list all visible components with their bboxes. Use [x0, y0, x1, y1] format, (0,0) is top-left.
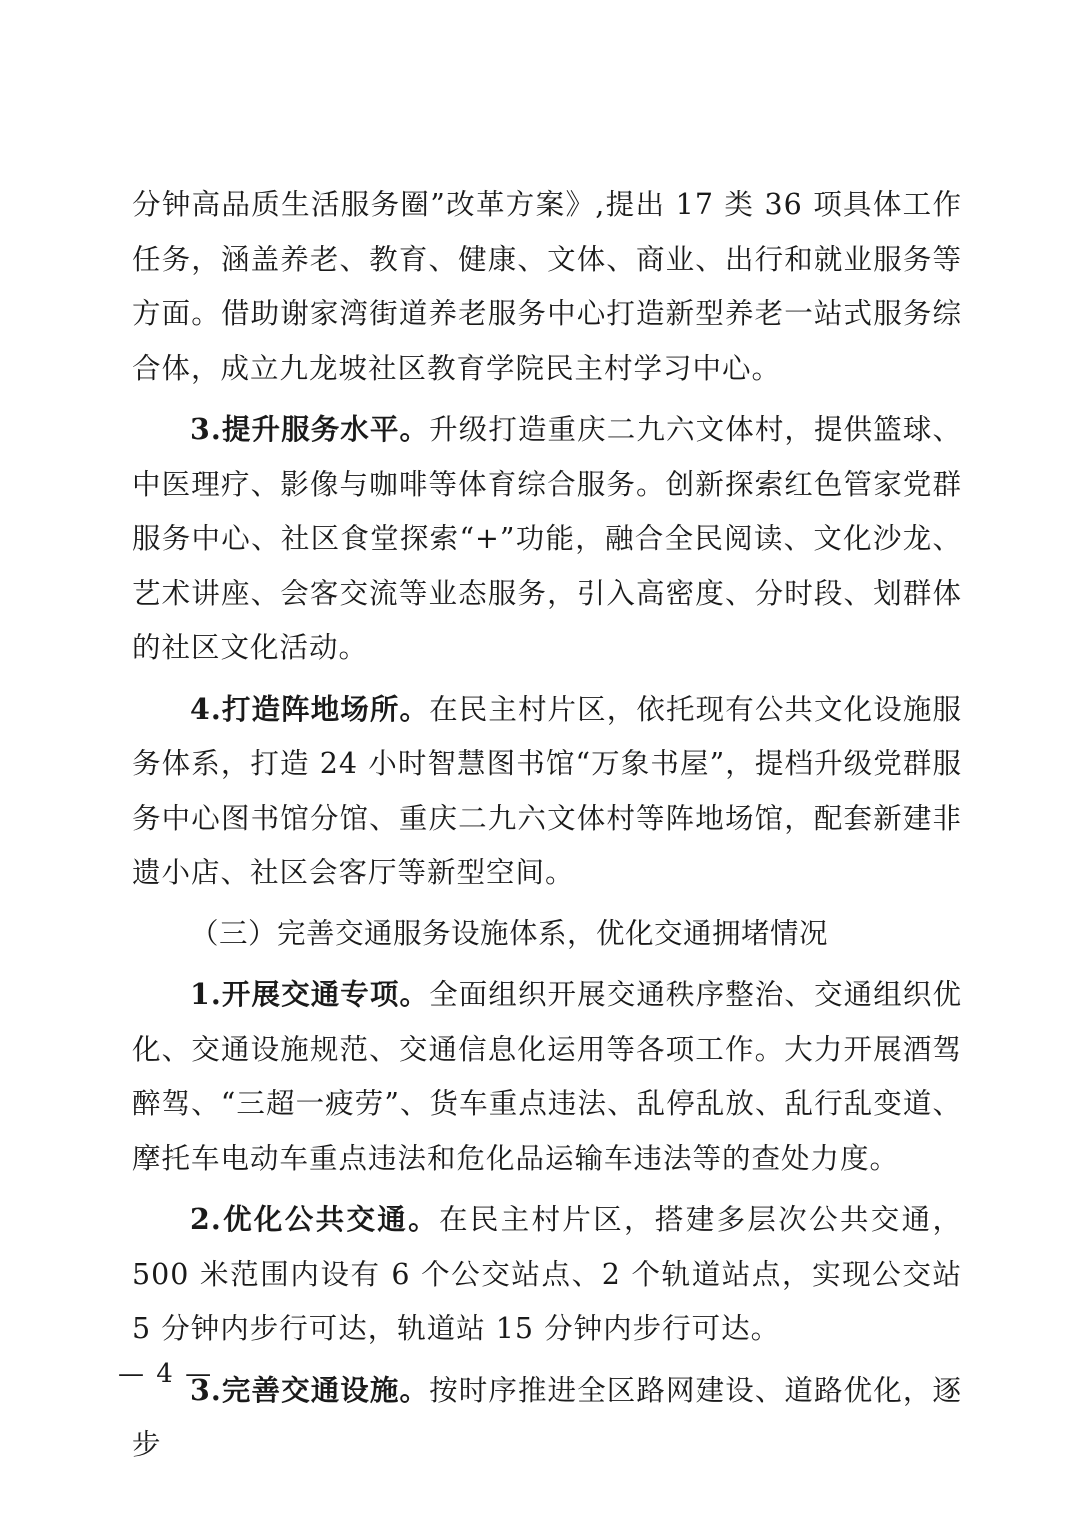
section-heading-text: （三）完善交通服务设施体系，优化交通拥堵情况 [190, 916, 829, 950]
paragraph-heading: 1.开展交通专项。 [190, 977, 430, 1011]
paragraph-continued [132, 178, 962, 396]
paragraph-heading: 3.提升服务水平。 [190, 412, 430, 446]
paragraph-improve-service-level [132, 402, 962, 676]
paragraph-text: 全面组织开展交通秩序整治、交通组织优化、交通设施规范、交通信息化运用等各项工作。大力开展酒驾醉驾、“三超一疲劳”、货车重点违法、乱停乱放、乱行乱变道、摩托车电动车重点违法和危化品运输车违法等的查处力度。 [132, 978, 962, 1175]
paragraph-public-transport [132, 1192, 962, 1357]
paragraph-build-venues [132, 682, 962, 901]
paragraph-heading: 2.优化公共交通。 [190, 1202, 439, 1236]
paragraph-text: 按时序推进全区路网建设、道路优化，逐步 [132, 1373, 962, 1461]
paragraph-traffic-campaign [132, 967, 962, 1186]
paragraph-text: 在民主村片区，搭建多层次公共交通，500 米范围内设有 6 个公交站点、2 个轨道站点，实现公交站 5 分钟内步行可达，轨道站 15 分钟内步行可达。 [132, 1203, 962, 1345]
paragraph-text: 分钟高品质生活服务圈”改革方案》,提出 17 类 36 项具体工作任务，涵盖养老、教育、健康、文体、商业、出行和就业服务等方面。借助谢家湾街道养老服务中心打造新型养老一站式服务综合体，成立九龙坡社区教育学院民主村学习中心。 [132, 188, 962, 385]
paragraph-heading: 3.完善交通设施。 [190, 1372, 430, 1407]
section-heading [132, 907, 962, 962]
paragraph-text: 升级打造重庆二九六文体村，提供篮球、中医理疗、影像与咖啡等体育综合服务。创新探索红色管家党群服务中心、社区食堂探索“+”功能，融合全民阅读、文化沙龙、艺术讲座、会客交流等业态服务，引入高密度、分时段、划群体的社区文化活动。 [132, 413, 962, 664]
document-body [132, 178, 962, 1473]
paragraph-traffic-facilities [132, 1363, 962, 1473]
paragraph-text: 在民主村片区，依托现有公共文化设施服务体系，打造 24 小时智慧图书馆“万象书屋”，提档升级党群服务中心图书馆分馆、重庆二九六文体村等阵地场馆，配套新建非遗小店、社区会客厅等新型空间。 [132, 692, 962, 889]
page-number: — 4 — [118, 1359, 214, 1389]
paragraph-heading: 4.打造阵地场所。 [190, 691, 430, 726]
